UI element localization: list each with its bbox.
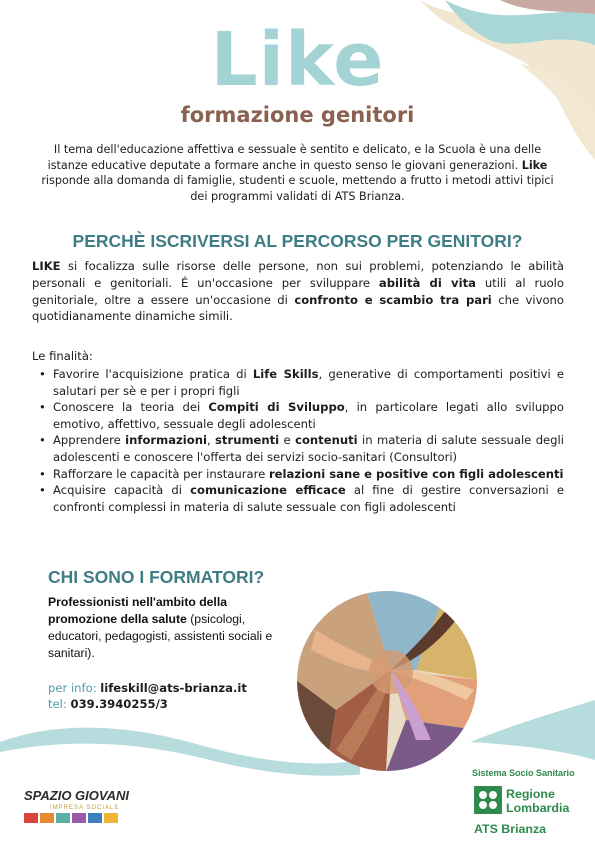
email-label: per info: — [48, 681, 101, 695]
bullet-icon: • — [39, 433, 46, 448]
goal-item — [37, 366, 564, 399]
bullet-icon: • — [39, 483, 46, 498]
tel-label: tel: — [48, 697, 71, 711]
tel-line — [48, 696, 247, 712]
email-link[interactable]: lifeskill@ats-brianza.it — [100, 681, 247, 695]
goal-text: Favorire l'acquisizione pratica di — [53, 367, 253, 381]
who-bold: Professionisti nell'ambito della promozione della salute — [48, 595, 227, 626]
why-heading: PERCHÈ ISCRIVERSI AL PERCORSO PER GENITORI? — [72, 231, 523, 251]
bullet-icon: • — [39, 367, 46, 381]
intro-text-2: risponde alla domanda di famiglie, studenti e scuole, mettendo a frutto i metodi attivi tipici dei programmi validati di ATS Brianza. — [41, 174, 554, 203]
goal-text: Apprendere — [53, 433, 126, 448]
who-heading: CHI SONO I FORMATORI? — [48, 567, 265, 587]
who-paragraph — [48, 594, 288, 662]
bullet-icon: • — [39, 466, 46, 481]
intro-paragraph — [40, 142, 555, 204]
why-paragraph — [32, 258, 564, 325]
goal-text: in materia di salute sessuale degli adolescenti e conoscere l'offerta dei servizi socio-sanitari (Consultori) — [53, 433, 564, 464]
why-life-skills: abilità di vita — [378, 275, 476, 290]
why-confronto: confronto e scambio tra pari — [294, 292, 492, 307]
goal-item — [37, 432, 564, 465]
goal-item — [37, 399, 564, 432]
regione-lombardia-icon — [474, 786, 502, 814]
why-text-2: si focalizza sulle risorse delle persone, non sui problemi, potenziando le abilità personali e genitoriali. É un'occasione per sviluppare — [32, 259, 564, 290]
email-line — [48, 680, 247, 696]
who-text: (psicologi, educatori, pedagogisti, assistenti sociali e sanitari). — [48, 612, 273, 660]
regione-lombardia-text — [506, 787, 569, 815]
goal-text: , generative di comportamenti positivi e salutari per sè e per i propri figli — [53, 367, 564, 398]
wave-bottom-right — [470, 700, 595, 760]
contact-info — [48, 680, 247, 712]
goal-bold: Compiti di Sviluppo — [208, 400, 345, 415]
goal-bold: Life Skills — [252, 367, 319, 381]
goal-text: , in particolare legati allo sviluppo emotivo, affettivo, sessuale degli adolescenti — [53, 400, 564, 431]
intro-like-bold: Like — [521, 158, 548, 172]
hands-illustration — [296, 590, 478, 772]
bullet-icon: • — [39, 400, 46, 415]
goal-text: Rafforzare le capacità per instaurare — [53, 466, 269, 481]
why-like: LIKE — [32, 259, 61, 273]
goal-text: e — [279, 433, 296, 448]
page-title: Like — [210, 17, 385, 103]
goal-bold: informazioni — [125, 433, 207, 448]
goal-text: Conoscere la teoria dei — [53, 400, 209, 415]
ats-brianza-label: ATS Brianza — [474, 822, 547, 836]
impresa-sociale-text: IMPRESA SOCIALE — [50, 805, 120, 811]
goal-bold: contenuti — [295, 433, 358, 448]
goals-list — [37, 366, 564, 515]
spazio-giovani-logo — [22, 785, 152, 831]
intro-text-1: Il tema dell'educazione affettiva e sessuale è sentito e delicato, e la Scuola è una delle istanze educative deputate a formare anche in questo senso le giovani generazioni. — [47, 143, 542, 172]
sistema-socio-sanitario-label: Sistema Socio Sanitario — [472, 768, 575, 778]
spazio-giovani-text: SPAZIO GIOVANI — [24, 788, 129, 803]
goal-text: , — [206, 433, 216, 448]
lombardia-text: Lombardia — [506, 801, 570, 815]
goal-text: Acquisire capacità di — [53, 483, 191, 498]
why-text-6: che vivono quotidianamente dinamiche simili. — [32, 292, 564, 324]
goal-text: al fine di gestire conversazioni e confronti complessi in materia di salute sessuale con figli adolescenti — [53, 483, 564, 514]
wave-top-mauve — [500, 0, 595, 14]
goal-bold: relazioni sane e positive con figli adolescenti — [268, 466, 564, 481]
why-text-4: utili al ruolo genitoriale, oltre a essere un'occasione di — [32, 275, 564, 307]
page-subtitle: formazione genitori — [180, 103, 415, 127]
goal-bold: comunicazione efficace — [190, 483, 346, 498]
finalita-label: Le finalità: — [32, 349, 93, 363]
goal-bold: strumenti — [215, 433, 280, 448]
goal-item — [37, 482, 564, 515]
regione-text: Regione — [506, 787, 555, 801]
goal-item — [37, 466, 564, 483]
tel-link[interactable]: 039.3940255/3 — [70, 697, 168, 711]
